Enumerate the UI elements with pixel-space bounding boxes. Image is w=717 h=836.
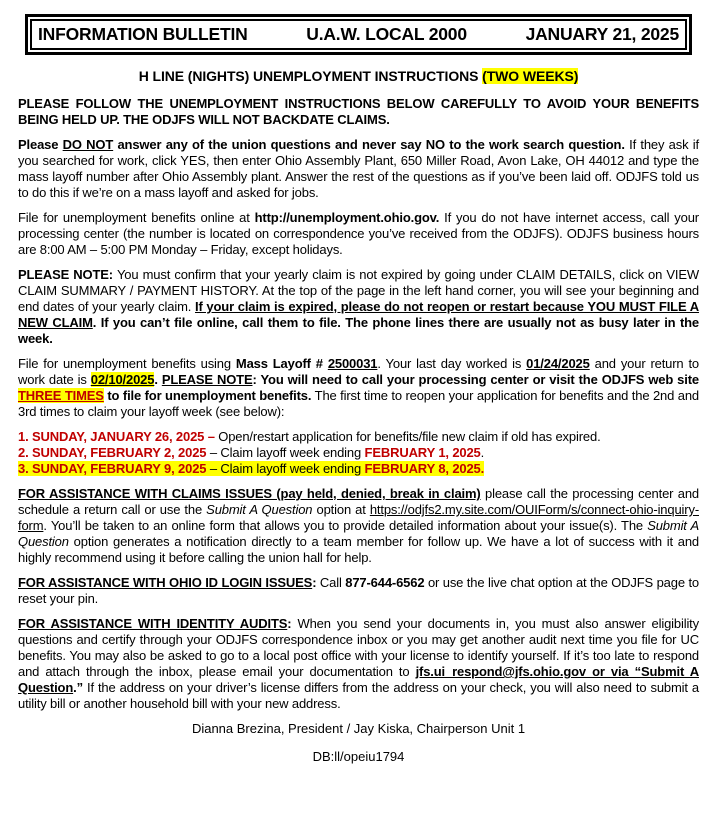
text-run: . — [154, 372, 162, 387]
identity-audits — [18, 616, 699, 712]
three-times-emphasis: THREE TIMES — [18, 388, 104, 403]
text-run: : — [312, 575, 317, 590]
text-run: or use the live chat option at the ODJFS page to reset your pin. — [18, 575, 699, 606]
intro-warning — [18, 96, 699, 128]
header-box-inner — [30, 19, 687, 50]
text-run: File for unemployment benefits online at — [18, 210, 255, 225]
text-run: and your return to work date is — [18, 356, 699, 387]
union-local: U.A.W. LOCAL 2000 — [306, 24, 467, 44]
text-run: FEBRUARY 1, 2025 — [364, 445, 481, 460]
text-run: 2. SUNDAY, FEBRUARY 2, 2025 — [18, 445, 207, 460]
text-run: PLEASE FOLLOW THE UNEMPLOYMENT INSTRUCTIONS BELOW CAREFULLY TO AVOID YOUR BENEFITS BEING HELD UP. THE ODJFS WILL NOT BACKDATE CLAIMS. — [18, 96, 699, 127]
doc-title-main: H LINE (NIGHTS) UNEMPLOYMENT INSTRUCTIONS — [138, 68, 483, 84]
text-run: answer any of the union questions and never say NO to the work search question. — [113, 137, 625, 152]
text-run: Submit A Question — [206, 502, 313, 517]
text-run: If your claim is expired, please do not reopen or restart because YOU MUST FILE A NEW CLAIM — [18, 299, 699, 330]
text-run: : — [287, 616, 292, 631]
text-run: The first time to reopen your application for benefits and the 2nd and 3rd times to claim your layoff week (see below): — [18, 388, 699, 419]
text-run: You must confirm that your yearly claim is not expired by going under CLAIM DETAILS, click on VIEW CLAIM SUMMARY / PAYMENT HISTORY. At the top of the page in the left hand corner, you will see your beginning and end dates of your yearly claim. — [18, 267, 700, 314]
text-run: Mass Layoff # — [235, 356, 328, 371]
text-run: please call the processing center and schedule a return call or use the — [18, 486, 700, 517]
text-run: FOR ASSISTANCE WITH CLAIMS ISSUES (pay held, denied, break in claim) — [18, 486, 481, 501]
text-run: Submit A Question — [18, 518, 700, 549]
union-questions — [18, 137, 699, 201]
respond-email-link[interactable]: jfs.ui_respond@jfs.ohio.gov or via “Submit A Question — [18, 664, 699, 695]
text-run: – Claim layoff week ending — [206, 445, 365, 460]
layoff-step-1 — [18, 429, 699, 445]
text-run: File for unemployment benefits using — [18, 356, 236, 371]
text-run: . — [480, 445, 485, 460]
header-box — [25, 14, 692, 55]
text-run: option generates a notification directly to a team member for follow up. We have a lot of success with it and highly recommend using it before calling the union hall for help. — [18, 534, 699, 565]
text-run: FOR ASSISTANCE WITH OHIO ID LOGIN ISSUES — [18, 575, 313, 590]
text-run: FOR ASSISTANCE WITH IDENTITY AUDITS — [18, 616, 288, 631]
text-run: If they ask if you searched for work, click YES, then enter Ohio Assembly Plant, 650 Miller Road, Avon Lake, OH 44012 and type the mass layoff number after Ohio Assembly plant. Answer the rest of the questions as if you’ve been laid off. ODJFS told us to do this if we’re on a mass layoff and asked for jobs. — [18, 137, 699, 200]
text-run: Call — [316, 575, 346, 590]
text-run: option at — [312, 502, 370, 517]
signature-line: Dianna Brezina, President / Jay Kiska, Chairperson Unit 1 — [191, 721, 526, 736]
claims-issues — [18, 486, 699, 566]
text-run: .” — [73, 680, 83, 695]
text-run: Open/restart application for benefits/file new claim if old has expired. — [218, 429, 601, 444]
text-run: PLEASE NOTE — [161, 372, 253, 387]
return-to-work-date: 02/10/2025 — [90, 372, 155, 387]
claim-expiry-note — [18, 267, 699, 347]
text-run: PLEASE NOTE: — [18, 267, 113, 282]
file-online — [18, 210, 699, 258]
mass-layoff-details — [18, 356, 699, 420]
text-run: . Your last day worked is — [377, 356, 527, 371]
layoff-step-3 — [18, 461, 699, 477]
text-run: 3. SUNDAY, FEBRUARY 9, 2025 — [18, 461, 207, 476]
doc-title-highlight: (TWO WEEKS) — [482, 68, 579, 84]
text-run: 1. SUNDAY, JANUARY 26, 2025 – — [18, 429, 219, 444]
text-run: . You’ll be taken to an online form that allows you to provide detailed information about your issue(s). The — [43, 518, 648, 533]
text-run: – Claim layoff week ending — [206, 461, 365, 476]
text-run: DO NOT — [62, 137, 114, 152]
mass-layoff-number: 2500031 — [327, 356, 378, 371]
bulletin-date: JANUARY 21, 2025 — [525, 24, 679, 44]
last-day-worked: 01/24/2025 — [526, 356, 590, 371]
doc-title — [10, 68, 707, 84]
text-run: : You will need to call your processing center or visit the ODJFS web site — [252, 372, 699, 387]
text-run: . If you can’t file online, call them to file. The phone lines there are usually not as busy later in the week. — [18, 315, 699, 346]
text-run: to file for unemployment benefits. — [103, 388, 312, 403]
claims-form-url[interactable]: https://odjfs2.my.site.com/OUIForm/s/connect-ohio-inquiry-form — [18, 502, 699, 533]
text-run: If the address on your driver’s license differs from the address on your check, you will also need to submit a utility bill or another household bill with your new address. — [18, 680, 699, 711]
id-login-issues — [18, 575, 699, 607]
text-run: If you do not have internet access, call your processing center (the number is located on correspondence you’ve received from the ODJFS). ODJFS business hours are 8:00 AM – 5:00 PM Monday – Friday, except holidays. — [18, 210, 699, 257]
layoff-step-2 — [18, 445, 699, 461]
text-run: When you send your documents in, you must also answer eligibility questions and certify through your ODJFS correspondence inbox or you may get another audit next time you file for UC benefits. You may also be asked to go to a local post office with your license to identify yourself. If it’s too late to respond and attach through the inbox, please email your documentation to — [18, 616, 699, 679]
bulletin-type: INFORMATION BULLETIN — [38, 24, 248, 44]
text-run: FEBRUARY 8, 2025. — [364, 461, 485, 476]
unemployment-url[interactable]: http://unemployment.ohio.gov. — [254, 210, 440, 225]
document-body — [0, 84, 717, 712]
phone-number: 877-644-6562 — [345, 575, 425, 590]
doc-code: DB:ll/opeiu1794 — [312, 749, 405, 764]
text-run: Please — [18, 137, 63, 152]
